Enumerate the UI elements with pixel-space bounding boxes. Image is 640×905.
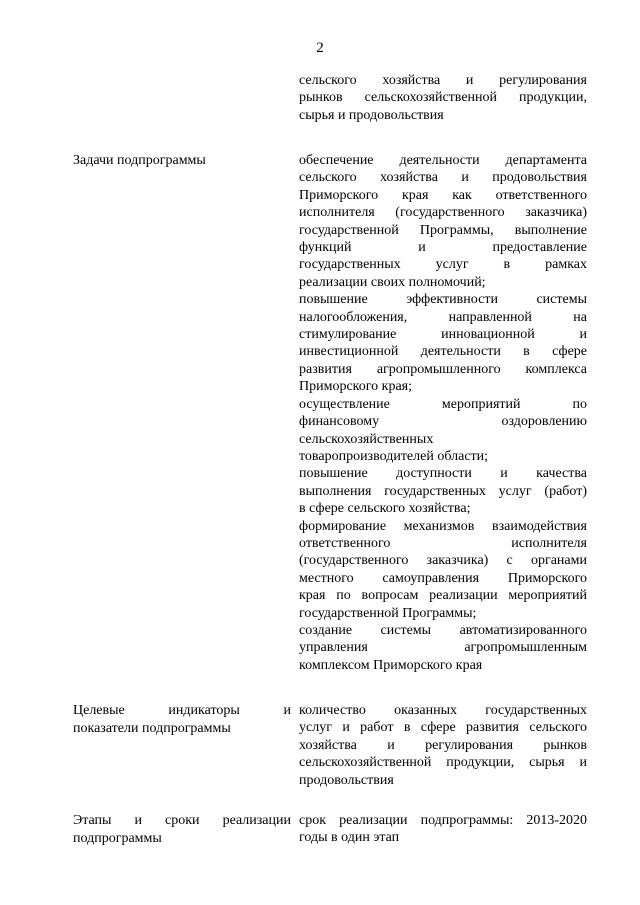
text-line: обеспечение деятельности департамента — [299, 153, 587, 168]
tasks-label — [73, 152, 291, 170]
text-line: годы в один этап — [299, 830, 400, 846]
text-line: государственной Программы, выполнение — [299, 222, 587, 238]
label-line: показатели подпрограммы — [73, 721, 231, 736]
page-number: 2 — [316, 40, 324, 56]
text-line: срок реализации подпрограммы: 2013-2020 — [299, 813, 587, 828]
text-line: развития агропромышленного комплекса — [299, 361, 587, 377]
text-line: услуг и работ в сфере развития сельского — [299, 720, 587, 736]
text-line: повышение доступности и качества — [299, 466, 587, 482]
text-line: повышение эффективности системы — [299, 292, 587, 308]
text-line: инвестиционной деятельности в сфере — [299, 344, 587, 360]
text-line: количество оказанных государственных — [299, 703, 587, 718]
text-line: в сфере сельского хозяйства; — [299, 501, 471, 517]
text-line: реализации своих полномочий; — [299, 274, 486, 290]
text-line: формирование механизмов взаимодействия — [299, 518, 587, 534]
text-line: Приморского края; — [299, 379, 413, 395]
label-line: Задачи подпрограммы — [73, 153, 206, 168]
stages-content — [299, 812, 587, 847]
text-line: сельского хозяйства и продовольствия — [299, 170, 587, 186]
text-line: управления агропромышленным — [299, 640, 587, 656]
text-line: Приморского края как ответственного — [299, 187, 587, 203]
text-line: финансовому оздоровлению — [299, 414, 587, 430]
text-line: налогообложения, направленной на — [299, 309, 587, 325]
text-line: сельскохозяйственных — [299, 431, 434, 447]
text-line: функций и предоставление — [299, 240, 587, 256]
text-line: выполнения государственных услуг (работ) — [299, 483, 587, 499]
goal-continuation-text — [299, 72, 587, 124]
stages-label — [73, 812, 291, 848]
text-line: стимулирование инновационной и — [299, 327, 587, 343]
text-line: государственной Программы; — [299, 605, 477, 621]
text-line: хозяйства и регулирования рынков — [299, 737, 587, 753]
indicators-label — [73, 702, 291, 738]
text-line: (государственного заказчика) с органами — [299, 553, 587, 569]
label-line: подпрограммы — [73, 831, 162, 846]
text-line: комплексом Приморского края — [299, 657, 483, 673]
text-line: исполнителя (государственного заказчика) — [299, 205, 587, 221]
text-line: сельскохозяйственной продукции, сырья и — [299, 755, 587, 771]
tasks-content — [299, 152, 587, 674]
text-line: сельского хозяйства и регулирования — [299, 73, 587, 88]
text-line: края по вопросам реализации мероприятий — [299, 588, 587, 604]
label-line: Этапы и сроки реализации — [73, 813, 291, 828]
text-line: продовольствия — [299, 772, 394, 788]
text-line: рынков сельскохозяйственной продукции, — [299, 90, 587, 106]
text-line: государственных услуг в рамках — [299, 257, 587, 273]
text-line: создание системы автоматизированного — [299, 622, 587, 638]
indicators-content — [299, 702, 587, 789]
text-line: местного самоуправления Приморского — [299, 570, 587, 586]
text-line: осуществление мероприятий по — [299, 396, 587, 412]
text-line: сырья и продовольствия — [299, 107, 444, 123]
label-line: Целевые индикаторы и — [73, 703, 291, 718]
text-line: ответственного исполнителя — [299, 535, 587, 551]
text-line: товаропроизводителей области; — [299, 448, 489, 464]
